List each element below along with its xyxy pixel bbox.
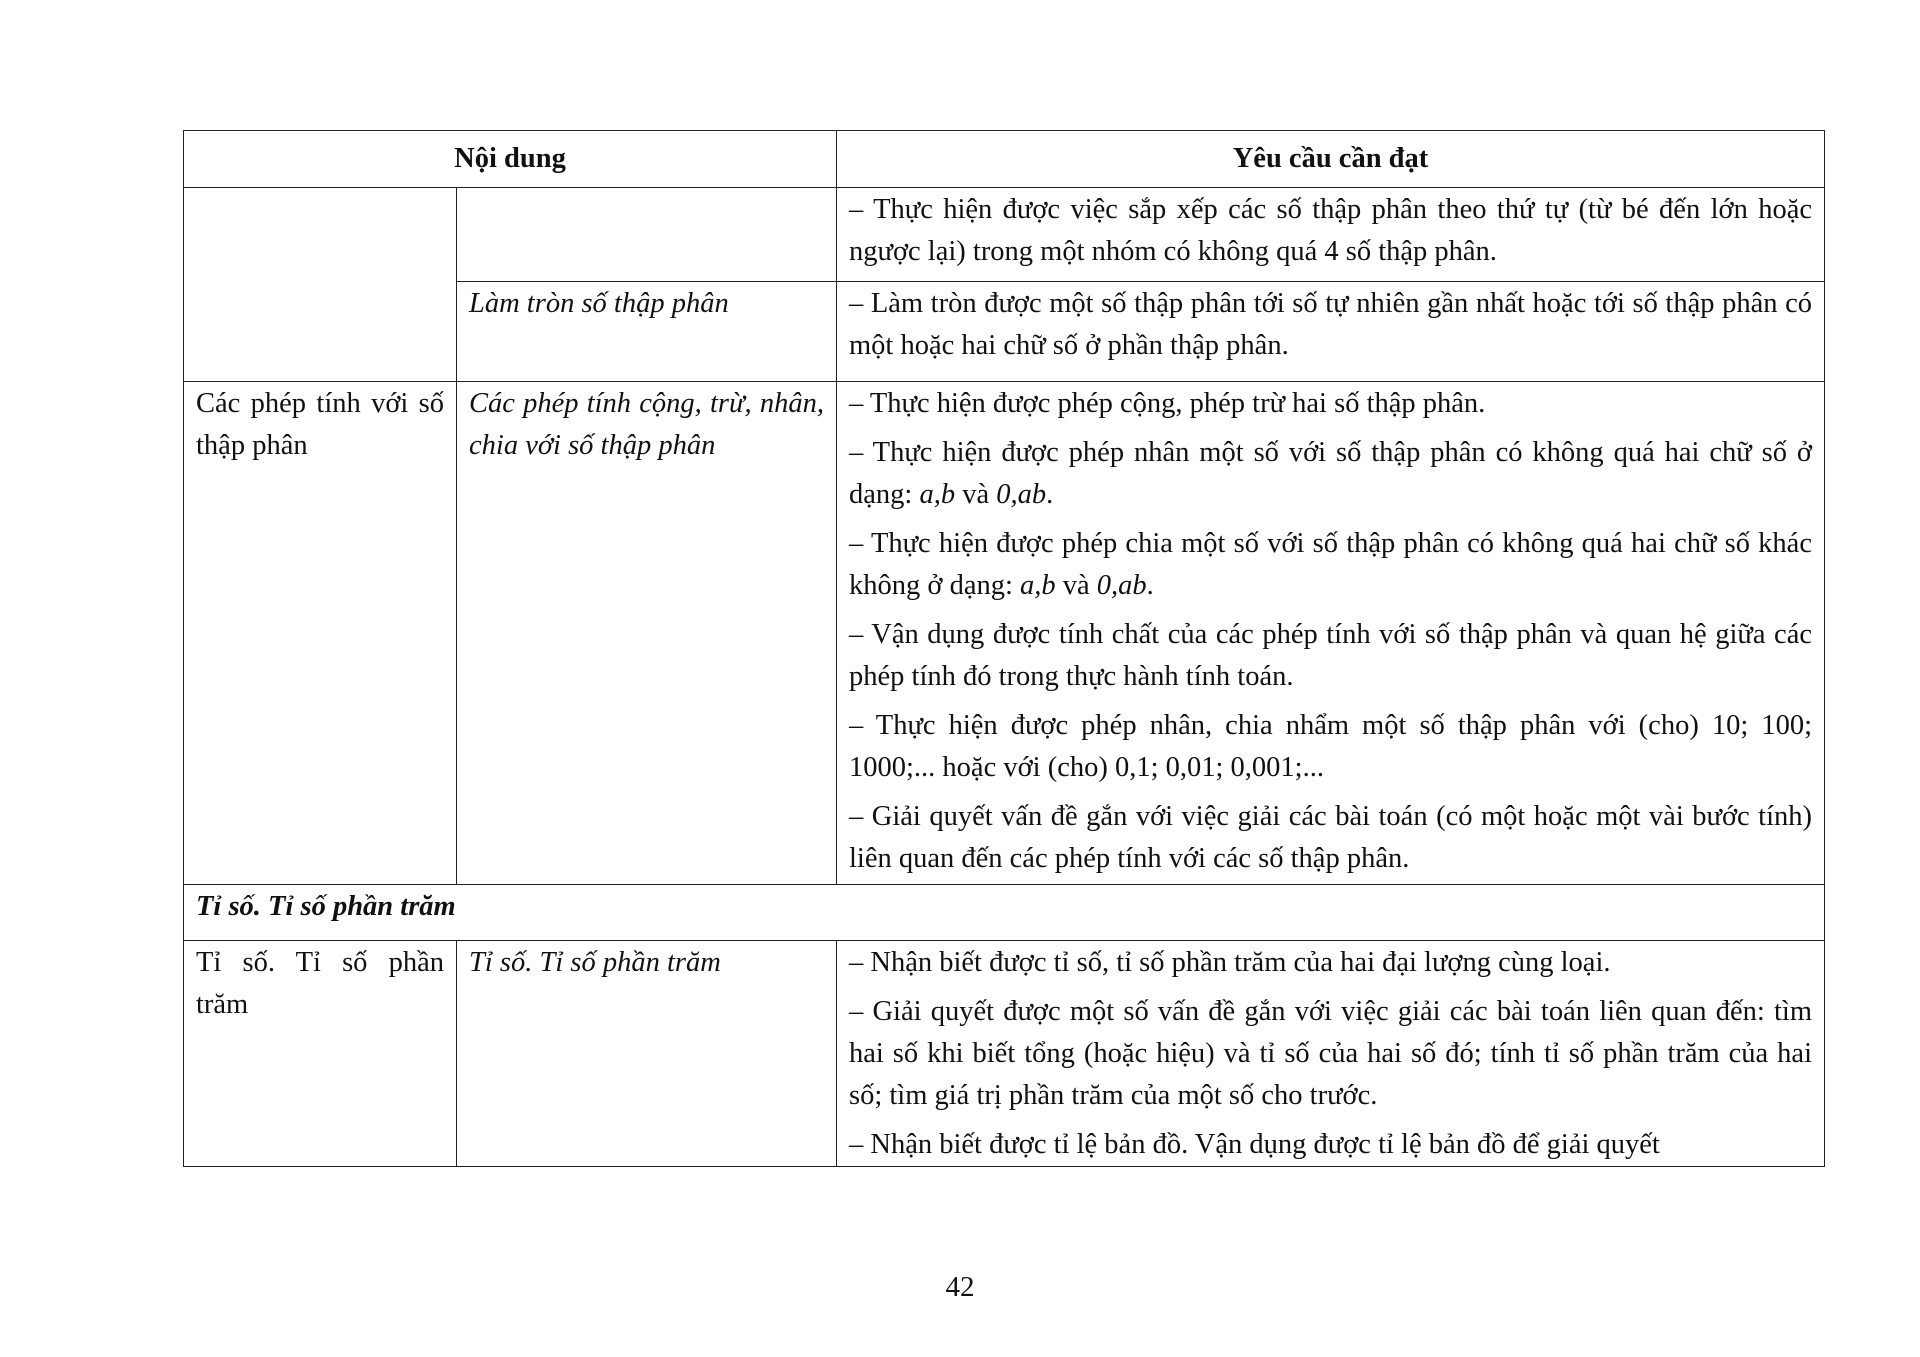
requirements-cell	[837, 382, 1825, 885]
requirement-item: – Nhận biết được tỉ lệ bản đồ. Vận dụng được tỉ lệ bản đồ để giải quyết	[849, 1129, 1660, 1160]
requirements-cell	[837, 941, 1825, 1167]
math-expression: 0,ab	[996, 479, 1047, 510]
table-header-row	[184, 131, 1825, 188]
requirements-cell	[837, 188, 1825, 282]
subtopic-cell: Tỉ số. Tỉ số phần trăm	[457, 941, 837, 1167]
section-heading: Tỉ số. Tỉ số phần trăm	[184, 885, 1825, 941]
requirement-item: – Giải quyết vấn đề gắn với việc giải các bài toán (có một hoặc một vài bước tính) liên quan đến các phép tính với các số thập phân.	[849, 801, 1812, 874]
subtopic-cell: Các phép tính cộng, trừ, nhân, chia với số thập phân	[457, 382, 837, 885]
topic-cell: Tỉ số. Tỉ số phần trăm	[184, 941, 457, 1167]
requirement-item: – Nhận biết được tỉ số, tỉ số phần trăm của hai đại lượng cùng loại.	[849, 947, 1611, 978]
curriculum-table	[183, 130, 1825, 1167]
header-content: Nội dung	[184, 131, 837, 188]
requirement-item: – Vận dụng được tính chất của các phép tính với số thập phân và quan hệ giữa các phép tính đó trong thực hành tính toán.	[849, 619, 1812, 692]
requirement-item: – Làm tròn được một số thập phân tới số tự nhiên gần nhất hoặc tới số thập phân có một hoặc hai chữ số ở phần thập phân.	[849, 288, 1812, 361]
table-row	[184, 941, 1825, 1167]
math-expression: 0,ab	[1096, 570, 1147, 601]
math-expression: a,b	[919, 479, 956, 510]
header-requirements: Yêu cầu cần đạt	[837, 131, 1825, 188]
requirement-item: – Thực hiện được phép nhân, chia nhẩm một số thập phân với (cho) 10; 100; 1000;... hoặc với (cho) 0,1; 0,01; 0,001;...	[849, 710, 1812, 783]
subtopic-cell	[457, 188, 837, 282]
table-row	[184, 188, 1825, 282]
requirement-item: – Thực hiện được phép cộng, phép trừ hai số thập phân.	[849, 388, 1486, 419]
requirement-item: – Giải quyết được một số vấn đề gắn với việc giải các bài toán liên quan đến: tìm hai số khi biết tổng (hoặc hiệu) và tỉ số của hai số đó; tính tỉ số phần trăm của hai số; tìm giá trị phần trăm của một số cho trước.	[849, 996, 1812, 1111]
subtopic-cell: Làm tròn số thập phân	[457, 282, 837, 382]
section-row	[184, 885, 1825, 941]
math-expression: a,b	[1020, 570, 1056, 601]
table-row	[184, 382, 1825, 885]
topic-cell	[184, 188, 457, 382]
requirement-item: – Thực hiện được phép nhân một số với số thập phân có không quá hai chữ số ở dạng: a,b và 0,ab.	[849, 437, 1812, 510]
page-number: 42	[945, 1271, 975, 1303]
topic-cell: Các phép tính với số thập phân	[184, 382, 457, 885]
requirements-cell	[837, 282, 1825, 382]
requirement-item: – Thực hiện được việc sắp xếp các số thập phân theo thứ tự (từ bé đến lớn hoặc ngược lại) trong một nhóm có không quá 4 số thập phân.	[849, 194, 1812, 267]
requirement-item: – Thực hiện được phép chia một số với số thập phân có không quá hai chữ số khác không ở dạng: a,b và 0,ab.	[849, 528, 1812, 601]
